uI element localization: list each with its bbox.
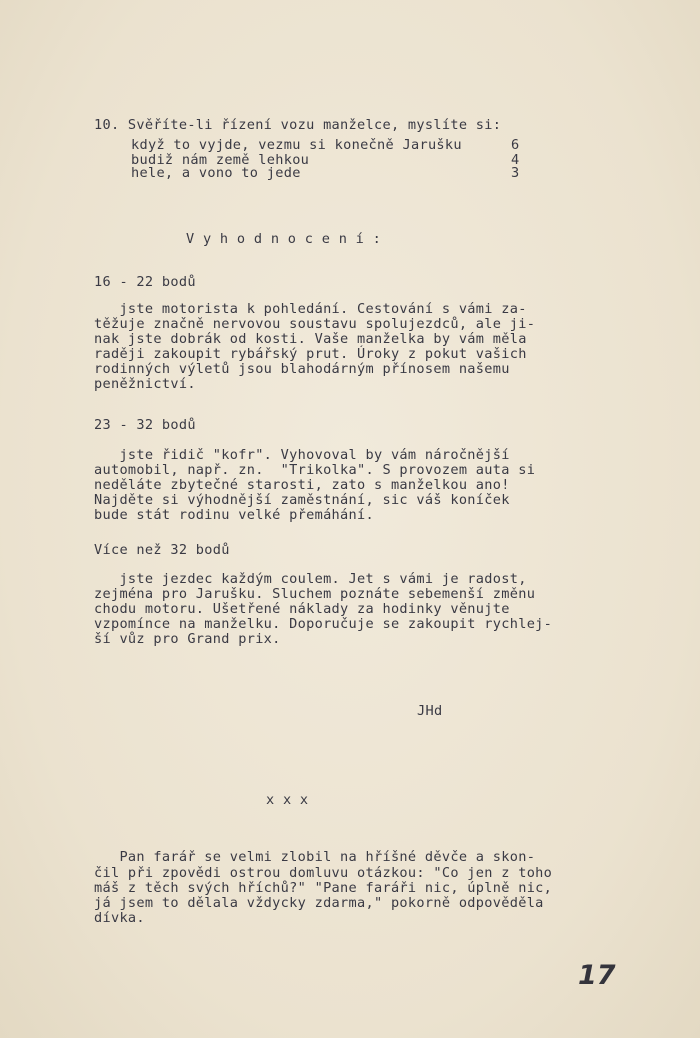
- option-text: hele, a vono to jede: [131, 165, 301, 181]
- range-text-line: rodinných výletů jsou blahodárným přínosem našemu: [94, 361, 510, 377]
- page-number: 17: [578, 960, 616, 991]
- anecdote-line: já jsem to dělala vždycky zdarma," pokorně odpověděla: [94, 895, 544, 911]
- option-points: 6: [511, 137, 520, 153]
- range-text-line: Najděte si výhodnější zaměstnání, sic váš koníček: [94, 492, 510, 508]
- option-points: 3: [511, 165, 520, 181]
- range-text-line: ší vůz pro Grand prix.: [94, 631, 281, 647]
- range-text-line: jste řidič "kofr". Vyhovoval by vám náročnější: [94, 447, 510, 463]
- option-text: budiž nám země lehkou: [131, 152, 310, 168]
- range-text-line: zejména pro Jarušku. Sluchem poznáte sebemenší změnu: [94, 586, 536, 602]
- section-separator: x x x: [266, 792, 309, 808]
- range-label: 16 - 22 bodů: [94, 274, 196, 290]
- anecdote-line: dívka.: [94, 910, 145, 926]
- evaluation-heading: V y h o d n o c e n í :: [186, 231, 382, 247]
- author-signature: JHd: [417, 703, 443, 719]
- range-text-line: nak jste dobrák od kosti. Vaše manželka by vám měla: [94, 331, 527, 347]
- range-text-line: automobil, např. zn. "Trikolka". S provozem auta si: [94, 462, 536, 478]
- range-text-line: neděláte zbytečné starosti, zato s manželkou ano!: [94, 477, 510, 493]
- range-text-line: bude stát rodinu velké přemáhání.: [94, 507, 374, 523]
- anecdote-line: máš z těch svých hříchů?" "Pane faráři nic, úplně nic,: [94, 880, 553, 896]
- range-text-line: jste jezdec každým coulem. Jet s vámi je radost,: [94, 571, 527, 587]
- range-text-line: těžuje značně nervovou soustavu spolujezdců, ale ji-: [94, 316, 536, 332]
- option-points: 4: [511, 152, 520, 168]
- anecdote-line: Pan farář se velmi zlobil na hříšné děvče a skon-: [94, 849, 536, 865]
- range-text-line: vzpomínce na manželku. Doporučuje se zakoupit rychlej-: [94, 616, 553, 632]
- option-text: když to vyjde, vezmu si konečně Jarušku: [131, 137, 462, 153]
- range-text-line: peněžnictví.: [94, 376, 196, 392]
- range-text-line: jste motorista k pohledání. Cestování s vámi za-: [94, 301, 527, 317]
- question-10: 10. Svěříte-li řízení vozu manželce, myslíte si:: [94, 117, 502, 133]
- anecdote-line: čil při zpovědi ostrou domluvu otázkou: "Co jen z toho: [94, 865, 553, 881]
- range-label: Více než 32 bodů: [94, 542, 230, 558]
- range-text-line: chodu motoru. Ušetřené náklady za hodinky věnujte: [94, 601, 510, 617]
- range-text-line: raději zakoupit rybářský prut. Úroky z pokut vašich: [94, 346, 527, 362]
- range-label: 23 - 32 bodů: [94, 417, 196, 433]
